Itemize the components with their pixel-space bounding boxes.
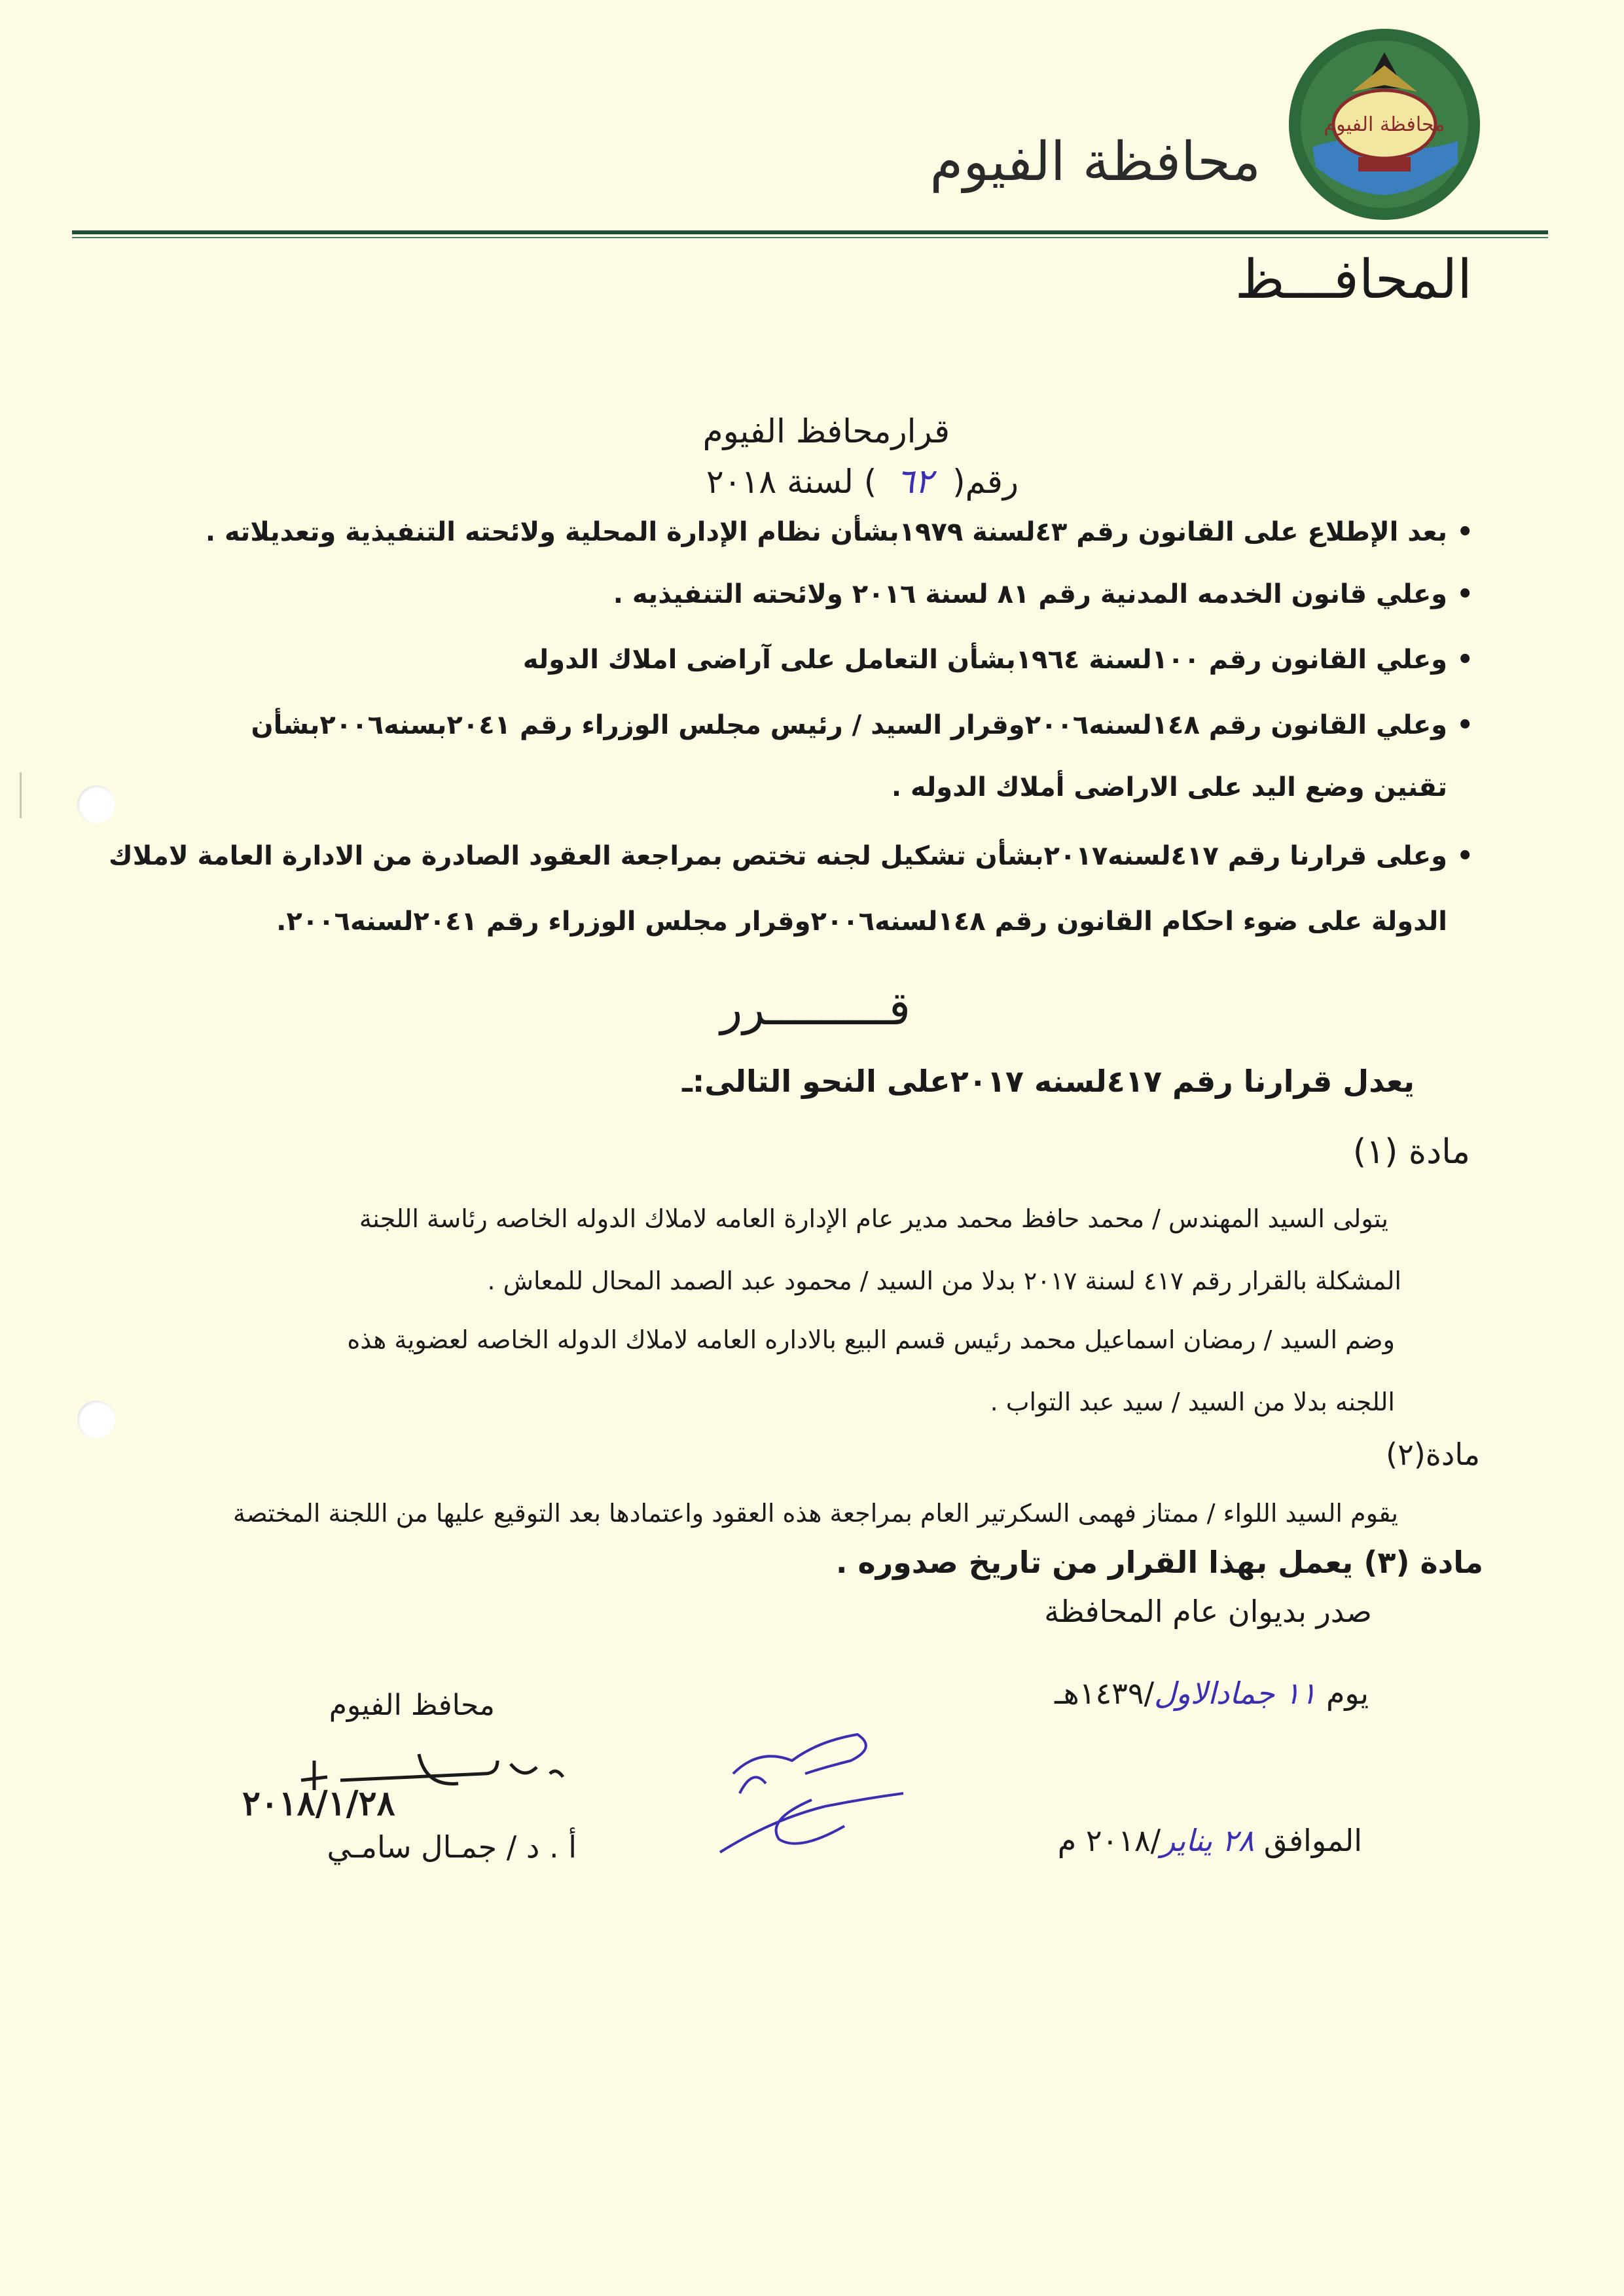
preamble-item-continuation: تقنين وضع اليد على الاراضى أملاك الدوله . [891,772,1447,802]
punch-hole [77,1401,115,1439]
article-2-line: يقوم السيد اللواء / ممتاز فهمى السكرتير العام بمراجعة هذه العقود واعتمادها بعد التوقيع عليها من اللجنة المختصة [232,1499,1398,1528]
date-greg-suffix: /٢٠١٨ م [1057,1823,1161,1858]
decision-title: قرارمحافظ الفيوم [702,412,950,450]
decision-number-handwritten: ٦٢ [896,462,933,501]
article-1-line: وضم السيد / رمضان اسماعيل محمد رئيس قسم البيع بالاداره العامه لاملاك الدوله الخاصه لعضوية هذه [347,1325,1395,1354]
header-divider [72,230,1548,234]
article-3-line: مادة (٣) يعمل بهذا القرار من تاريخ صدوره . [836,1545,1483,1580]
date-greg-handwritten: ٢٨ يناير [1161,1823,1255,1858]
article-1-heading: مادة (١) [1352,1132,1470,1172]
date-hijri-suffix: /١٤٣٩هـ [1055,1676,1155,1711]
date-greg-prefix: الموافق [1263,1823,1362,1858]
office-title: المحافـــظ [1235,249,1472,311]
signature-date: ٢٠١٨/١/٢٨ [242,1784,395,1823]
header-divider-thin [72,237,1548,238]
logo-text: محافظة الفيوم [1324,113,1445,136]
preamble-item: • وعلي قانون الخدمه المدنية رقم ٨١ لسنة ٢٠١٦ ولائحته التنفيذيه . [613,579,1447,609]
decision-number [706,462,1019,501]
punch-hole [77,785,115,823]
governorate-title: محافظة الفيوم [929,131,1261,193]
decision-number-prefix: رقم( [952,463,1019,501]
signature-title: محافظ الفيوم [329,1689,495,1722]
preamble-item: • بعد الإطلاع على القانون رقم ٤٣لسنة ١٩٧٩بشأن نظام الإدارة المحلية ولائحته التنفيذية وتعديلاته . [206,517,1447,547]
date-hijri [1055,1676,1369,1711]
article-2-heading: مادة(٢) [1386,1437,1480,1472]
article-1-line: اللجنه بدلا من السيد / سيد عبد التواب . [990,1388,1395,1416]
reviewer-signature [694,1721,916,1885]
scan-margin-mark [20,772,22,818]
issued-at: صدر بديوان عام المحافظة [1044,1594,1372,1629]
signatory-name: أ . د / جمـال سامـي [327,1829,577,1865]
date-hijri-handwritten: ١١ جمادالاول [1154,1676,1317,1711]
amend-line: يعدل قرارنا رقم ٤١٧لسنه ٢٠١٧على النحو التالى:ـ [682,1064,1415,1099]
governorate-logo [1286,26,1483,223]
article-1-line: يتولى السيد المهندس / محمد حافظ محمد مدير عام الإدارة العامه لاملاك الدوله الخاصه رئاسة اللجنة [359,1204,1388,1233]
date-gregorian [1058,1823,1362,1858]
preamble-item: • وعلي القانون رقم ١٤٨لسنه٢٠٠٦وقرار السيد / رئيس مجلس الوزراء رقم ٢٠٤١بسنه٢٠٠٦بشأن [251,710,1447,740]
preamble-item: • وعلى قرارنا رقم ٤١٧لسنه٢٠١٧بشأن تشكيل لجنه تختص بمراجعة العقود الصادرة من الادارة العامة لاملاك [109,841,1447,871]
decision-number-suffix: ) لسنة ٢٠١٨ [706,463,877,501]
decided-heading: قـــــــــرر [720,982,911,1035]
preamble-item: • وعلي القانون رقم ١٠٠لسنة ١٩٦٤بشأن التعامل على آراضى املاك الدوله [523,645,1447,675]
article-1-line: المشكلة بالقرار رقم ٤١٧ لسنة ٢٠١٧ بدلا من السيد / محمود عبد الصمد المحال للمعاش . [487,1266,1401,1295]
date-hijri-prefix: يوم [1326,1676,1369,1711]
preamble-item-continuation: الدولة على ضوء احكام القانون رقم ١٤٨لسنه٢٠٠٦وقرار مجلس الوزراء رقم ٢٠٤١لسنه٢٠٠٦. [276,906,1447,937]
